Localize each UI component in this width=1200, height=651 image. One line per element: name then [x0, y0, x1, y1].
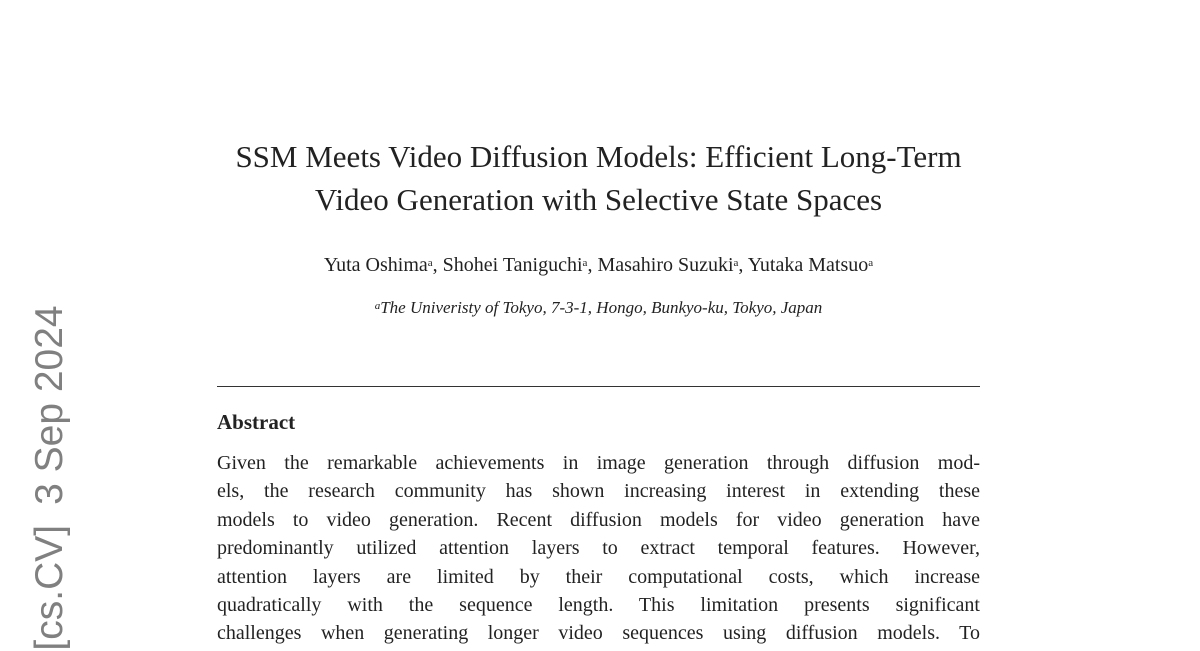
author-affiliation-mark: a: [427, 257, 433, 269]
arxiv-category: [cs.CV]: [28, 524, 71, 651]
abstract-line: quadratically with the sequence length. This limitation presents significant: [217, 593, 980, 616]
author-list: [216, 251, 981, 279]
abstract-heading: Abstract: [217, 410, 296, 434]
paper-title-line: SSM Meets Video Diffusion Models: Efficient Long-Term: [235, 139, 962, 174]
abstract-line: predominantly utilized attention layers to extract temporal features. However,: [217, 537, 980, 560]
author-separator: ,: [738, 254, 748, 276]
abstract-line: attention layers are limited by their computational costs, which increase: [217, 565, 980, 588]
author-name: Yuta Oshima: [323, 254, 428, 276]
author-separator: ,: [587, 254, 598, 276]
affiliation: [216, 296, 981, 320]
paper-title: [216, 135, 981, 221]
author-name: Masahiro Suzuki: [597, 254, 734, 276]
author-affiliation-mark: a: [733, 257, 739, 269]
affiliation-mark: a: [374, 300, 381, 312]
section-divider: [217, 386, 980, 387]
author-name: Shohei Taniguchi: [442, 254, 583, 276]
abstract-line: challenges when generating longer video sequences using diffusion models. To: [217, 622, 980, 645]
author-separator: ,: [432, 254, 443, 276]
abstract-line: Given the remarkable achievements in image generation through diffusion mod-: [217, 452, 980, 474]
paper-title-line: Video Generation with Selective State Spaces: [314, 182, 883, 217]
arxiv-date: 3 Sep 2024: [28, 305, 71, 505]
author-affiliation-mark: a: [868, 257, 874, 269]
arxiv-side-label: [28, 305, 72, 650]
abstract-line: els, the research community has shown increasing interest in extending these: [217, 480, 980, 503]
author-affiliation-mark: a: [582, 257, 588, 269]
affiliation-text: The Univeristy of Tokyo, 7-3-1, Hongo, Bunkyo-ku, Tokyo, Japan: [380, 298, 823, 317]
abstract-line: models to video generation. Recent diffusion models for video generation have: [217, 508, 980, 531]
abstract-body: [217, 449, 980, 648]
author-name: Yutaka Matsuo: [747, 254, 869, 276]
